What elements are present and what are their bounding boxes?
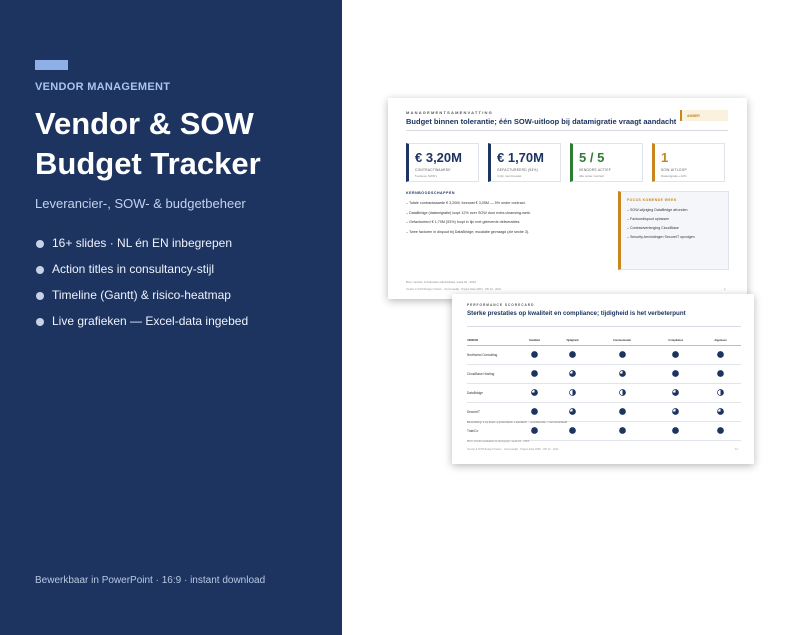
kpi-label: CONTRACTWAARDE: [415, 168, 451, 172]
harvey-ball-icon: [672, 351, 679, 358]
score-cell: [552, 364, 592, 383]
focus-item: – Security-bevindingen SecureIT opvolgen: [627, 235, 695, 239]
focus-item: – Contractverlenging CloudBase: [627, 226, 679, 230]
harvey-ball-icon: [531, 408, 538, 415]
harvey-ball-icon: [619, 370, 626, 377]
harvey-ball-icon: [672, 370, 679, 377]
feature-item: Live grafieken — Excel-data ingebed: [35, 314, 248, 340]
score-cell: [517, 364, 552, 383]
score-cell: [552, 345, 592, 364]
column-header: Algemeen: [700, 336, 741, 345]
score-cell: [517, 383, 552, 402]
scorecard-table: [467, 336, 741, 441]
harvey-ball-icon: [569, 408, 576, 415]
kpi-card: [488, 143, 561, 182]
score-cell: [593, 421, 652, 440]
harvey-ball-icon: [619, 389, 626, 396]
column-header: Kwaliteit: [517, 336, 552, 345]
vendor-name: TrainCo: [467, 421, 517, 440]
kpi-value: 5 / 5: [579, 150, 605, 165]
harvey-ball-icon: [619, 408, 626, 415]
harvey-ball-icon: [672, 427, 679, 434]
harvey-ball-icon: [717, 351, 724, 358]
table-header-row: [467, 336, 741, 345]
section-title: KERNBOODSCHAPPEN: [406, 191, 455, 195]
product-title: [35, 104, 261, 184]
harvey-ball-icon: [569, 370, 576, 377]
vendor-name: DataBridge: [467, 383, 517, 402]
kpi-label: GEFACTUREERD (53%): [497, 168, 538, 172]
kpi-sub: In lijn met forecast: [497, 174, 522, 178]
score-cell: [652, 421, 701, 440]
score-cell: [700, 383, 741, 402]
key-messages: [406, 201, 531, 239]
kpi-value: € 3,20M: [415, 150, 462, 165]
scorecard-legend: Beoordeling: ● op koers ◕ grotendeels ◑ aandacht ◔ onvoldoende ○ niet beoordeeld: [467, 421, 568, 424]
column-header: Tijdigheid: [552, 336, 592, 345]
harvey-ball-icon: [619, 351, 626, 358]
divider: [467, 326, 741, 327]
score-cell: [517, 402, 552, 421]
score-cell: [700, 345, 741, 364]
score-cell: [593, 345, 652, 364]
focus-list: [627, 208, 695, 244]
harvey-ball-icon: [672, 389, 679, 396]
harvey-ball-icon: [569, 427, 576, 434]
score-cell: [593, 383, 652, 402]
harvey-ball-icon: [531, 389, 538, 396]
slide-footer: Vendor & SOW Budget Tracker · Vertrouwelijk · Project Atlas (IMP) · WK 22 · 2024: [406, 288, 501, 291]
score-cell: [593, 364, 652, 383]
harvey-ball-icon: [717, 389, 724, 396]
status-badge: AMBER: [680, 110, 728, 121]
accent-bar: [35, 60, 68, 70]
key-message: – Gefactureerd € 1,70M (53%) loopt in lijn met geleverde deliverables.: [406, 220, 521, 224]
column-header: Compliance: [652, 336, 701, 345]
table-row: [467, 402, 741, 421]
column-header: Communicatie: [593, 336, 652, 345]
feature-item: Action titles in consultancy-stijl: [35, 262, 248, 288]
score-cell: [652, 364, 701, 383]
page-number: 2: [724, 288, 726, 291]
harvey-ball-icon: [619, 427, 626, 434]
divider: [406, 130, 728, 131]
kpi-label: VENDORS ACTIEF: [579, 168, 612, 172]
score-cell: [700, 364, 741, 383]
slide-eyebrow: MANAGEMENTSAMENVATTING: [406, 110, 493, 115]
harvey-ball-icon: [531, 427, 538, 434]
kpi-value: 1: [661, 150, 669, 165]
focus-box: [618, 191, 729, 270]
slide-source: Bron: vendor-evaluaties & stuurgroep, week 22 · 2024: [467, 440, 530, 443]
feature-list: [35, 236, 248, 340]
product-subtitle: Leverancier-, SOW- & budgetbeheer: [35, 196, 246, 211]
slide-source: Bron: Vendor- & financiële administratie, week 22 · 2024: [406, 280, 476, 284]
kpi-card: [652, 143, 725, 182]
kpi-card: [406, 143, 479, 182]
kpi-label: SOW-UITLOOP: [661, 168, 687, 172]
harvey-ball-icon: [717, 427, 724, 434]
slide-preview-summary: [388, 98, 747, 299]
column-header: VENDOR: [467, 336, 517, 345]
vendor-name: CloudBase Hosting: [467, 364, 517, 383]
feature-item: Timeline (Gantt) & risico-heatmap: [35, 288, 248, 314]
score-cell: [552, 383, 592, 402]
slide-eyebrow: PERFORMANCE SCORECARD: [467, 303, 535, 307]
feature-item: 16+ slides · NL én EN inbegrepen: [35, 236, 248, 262]
focus-title: FOCUS KOMENDE WEEK: [627, 198, 677, 202]
harvey-ball-icon: [569, 389, 576, 396]
focus-item: – Factuurdispuut oplossen: [627, 217, 670, 221]
harvey-ball-icon: [717, 370, 724, 377]
key-message: – DataBridge (datamigratie) loopt 12% over SOW door extra cleansing-werk.: [406, 210, 532, 215]
kpi-sub: 5 actieve SOW's: [415, 174, 438, 178]
slide-headline: Sterke prestaties op kwaliteit en compliance; tijdigheid is het verbeterpunt: [467, 310, 686, 317]
promo-panel: [0, 0, 342, 635]
vendor-name: SecureIT: [467, 402, 517, 421]
title-line-2: Budget Tracker: [35, 146, 261, 181]
slide-preview-scorecard: [452, 294, 754, 464]
focus-item: – SOW-wijziging DataBridge afronden: [627, 208, 688, 212]
kicker: VENDOR MANAGEMENT: [35, 81, 171, 93]
kpi-sub: Datamigratie +12%: [661, 174, 687, 178]
table-row: [467, 345, 741, 364]
score-cell: [652, 345, 701, 364]
promo-footer: Bewerkbaar in PowerPoint · 16:9 · instant download: [35, 575, 266, 586]
harvey-ball-icon: [531, 370, 538, 377]
score-cell: [700, 402, 741, 421]
score-cell: [552, 402, 592, 421]
table-row: [467, 364, 741, 383]
score-cell: [652, 402, 701, 421]
page-number: 14: [735, 448, 738, 451]
slide-footer: Vendor & SOW Budget Tracker · Vertrouwelijk · Project Atlas (IMP) · WK 22 · 2024: [467, 448, 559, 451]
score-cell: [593, 402, 652, 421]
harvey-ball-icon: [717, 408, 724, 415]
slide-headline: Budget binnen tolerantie; één SOW-uitloop bij datamigratie vraagt aandacht: [406, 117, 677, 126]
kpi-card: [570, 143, 643, 182]
title-line-1: Vendor & SOW: [35, 106, 254, 141]
kpi-sub: Alle onder contract: [579, 174, 605, 178]
harvey-ball-icon: [672, 408, 679, 415]
harvey-ball-icon: [531, 351, 538, 358]
score-cell: [700, 421, 741, 440]
harvey-ball-icon: [569, 351, 576, 358]
score-cell: [652, 383, 701, 402]
key-message: – Twee facturen in dispuut bij DataBridge; escalatie gevraagd (zie sectie 3).: [406, 229, 530, 234]
score-cell: [517, 345, 552, 364]
table-row: [467, 383, 741, 402]
vendor-name: Northwind Consulting: [467, 345, 517, 364]
kpi-value: € 1,70M: [497, 150, 544, 165]
key-message: – Totale contractwaarde € 3,20M; forecast € 3,05M — 5% onder contract.: [406, 201, 526, 205]
